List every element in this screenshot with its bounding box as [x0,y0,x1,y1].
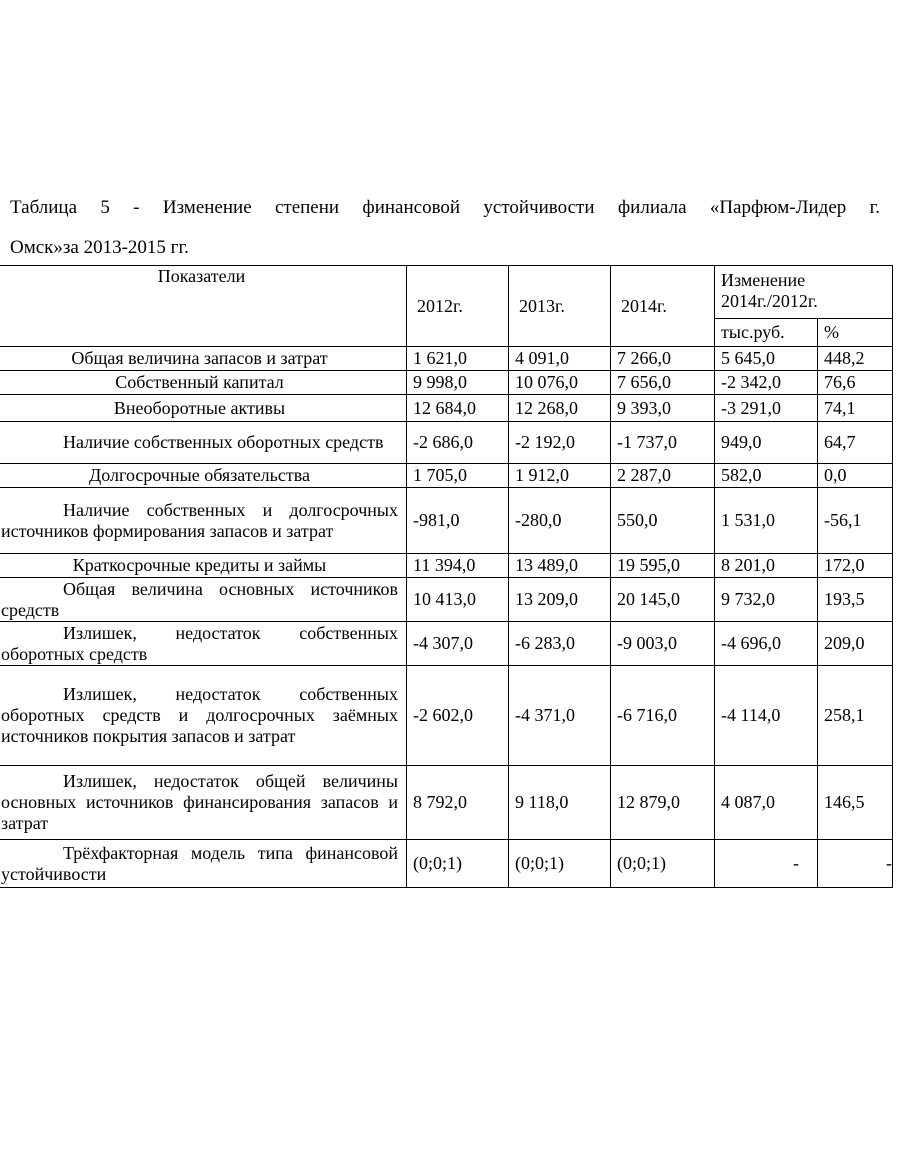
header-2012: 2012г. [407,266,509,347]
row-change-pct: -56,1 [818,488,893,554]
row-change-pct: - [818,840,893,888]
row-value-2012: 1 621,0 [407,347,509,371]
row-indicator-name: Долгосрочные обязательства [0,464,407,488]
row-value-2013: -4 371,0 [509,666,611,766]
financial-stability-table [0,265,893,888]
row-change-pct: 0,0 [818,464,893,488]
row-value-2012: 11 394,0 [407,554,509,578]
row-value-2013: 1 912,0 [509,464,611,488]
row-value-2014: 12 879,0 [611,766,715,840]
row-value-2013: -280,0 [509,488,611,554]
row-value-2014: 7 266,0 [611,347,715,371]
table-header-row [0,266,893,319]
row-value-2012: -2 602,0 [407,666,509,766]
row-change-abs: 5 645,0 [715,347,818,371]
table-row [0,395,893,422]
header-indicators: Показатели [0,266,407,347]
row-change-abs: 1 531,0 [715,488,818,554]
row-value-2013: 10 076,0 [509,371,611,395]
row-indicator-name: Наличие собственных оборотных средств [0,422,407,464]
row-change-abs: -4 114,0 [715,666,818,766]
header-abs: тыс.руб. [715,319,818,347]
row-value-2014: 9 393,0 [611,395,715,422]
row-value-2014: 19 595,0 [611,554,715,578]
caption-line-2: Омск»за 2013-2015 гг. [10,237,189,258]
row-value-2012: 12 684,0 [407,395,509,422]
row-value-2013: 4 091,0 [509,347,611,371]
row-value-2012: (0;0;1) [407,840,509,888]
row-indicator-name: Краткосрочные кредиты и займы [0,554,407,578]
row-value-2012: 9 998,0 [407,371,509,395]
header-2014: 2014г. [611,266,715,347]
row-value-2012: 1 705,0 [407,464,509,488]
table-row [0,578,893,622]
row-value-2013: 13 489,0 [509,554,611,578]
table-row [0,622,893,666]
table-row [0,347,893,371]
table-body [0,347,893,888]
table-row [0,488,893,554]
row-value-2012: -4 307,0 [407,622,509,666]
row-value-2013: 12 268,0 [509,395,611,422]
row-indicator-name: Общая величина основных источников средств [0,578,407,622]
row-value-2014: 7 656,0 [611,371,715,395]
row-indicator-name: Трёхфакторная модель типа финансовой устойчивости [0,840,407,888]
table-row [0,554,893,578]
row-change-abs: -4 696,0 [715,622,818,666]
header-change-label: Изменение [721,270,806,290]
row-change-abs: 582,0 [715,464,818,488]
row-value-2012: -2 686,0 [407,422,509,464]
header-change [715,266,893,319]
row-value-2014: 550,0 [611,488,715,554]
row-indicator-name: Излишек, недостаток общей величины основных источников финансирования запасов и затрат [0,766,407,840]
table-row [0,666,893,766]
row-value-2013: 9 118,0 [509,766,611,840]
header-change-period: 2014г./2012г. [721,291,818,311]
row-value-2012: -981,0 [407,488,509,554]
row-change-pct: 209,0 [818,622,893,666]
row-indicator-name: Излишек, недостаток собственных оборотных средств [0,622,407,666]
row-change-pct: 448,2 [818,347,893,371]
header-2013: 2013г. [509,266,611,347]
row-value-2013: -6 283,0 [509,622,611,666]
row-change-pct: 193,5 [818,578,893,622]
table-row [0,371,893,395]
table-row [0,464,893,488]
row-value-2013: (0;0;1) [509,840,611,888]
row-change-pct: 258,1 [818,666,893,766]
row-value-2013: 13 209,0 [509,578,611,622]
row-indicator-name: Общая величина запасов и затрат [0,347,407,371]
row-value-2014: -1 737,0 [611,422,715,464]
table-row [0,840,893,888]
row-change-abs: 4 087,0 [715,766,818,840]
row-indicator-name: Наличие собственных и долгосрочных источников формирования запасов и затрат [0,488,407,554]
row-change-abs: - [715,840,818,888]
row-value-2014: 2 287,0 [611,464,715,488]
row-change-abs: 8 201,0 [715,554,818,578]
row-value-2012: 8 792,0 [407,766,509,840]
row-value-2012: 10 413,0 [407,578,509,622]
row-change-pct: 172,0 [818,554,893,578]
row-change-pct: 64,7 [818,422,893,464]
row-change-abs: 9 732,0 [715,578,818,622]
caption-line-1: Таблица 5 - Изменение степени финансовой устойчивости филиала «Парфюм-Лидер г. [10,197,880,218]
row-change-abs: 949,0 [715,422,818,464]
table-row [0,766,893,840]
row-change-pct: 146,5 [818,766,893,840]
row-indicator-name: Собственный капитал [0,371,407,395]
row-change-abs: -2 342,0 [715,371,818,395]
row-value-2014: 20 145,0 [611,578,715,622]
table-caption [10,188,880,268]
row-value-2014: -6 716,0 [611,666,715,766]
row-change-pct: 74,1 [818,395,893,422]
header-pct: % [818,319,893,347]
row-indicator-name: Излишек, недостаток собственных оборотных средств и долгосрочных заёмных источников покрытия запасов и затрат [0,666,407,766]
table-row [0,422,893,464]
row-indicator-name: Внеоборотные активы [0,395,407,422]
row-change-pct: 76,6 [818,371,893,395]
row-change-abs: -3 291,0 [715,395,818,422]
row-value-2014: -9 003,0 [611,622,715,666]
row-value-2014: (0;0;1) [611,840,715,888]
row-value-2013: -2 192,0 [509,422,611,464]
